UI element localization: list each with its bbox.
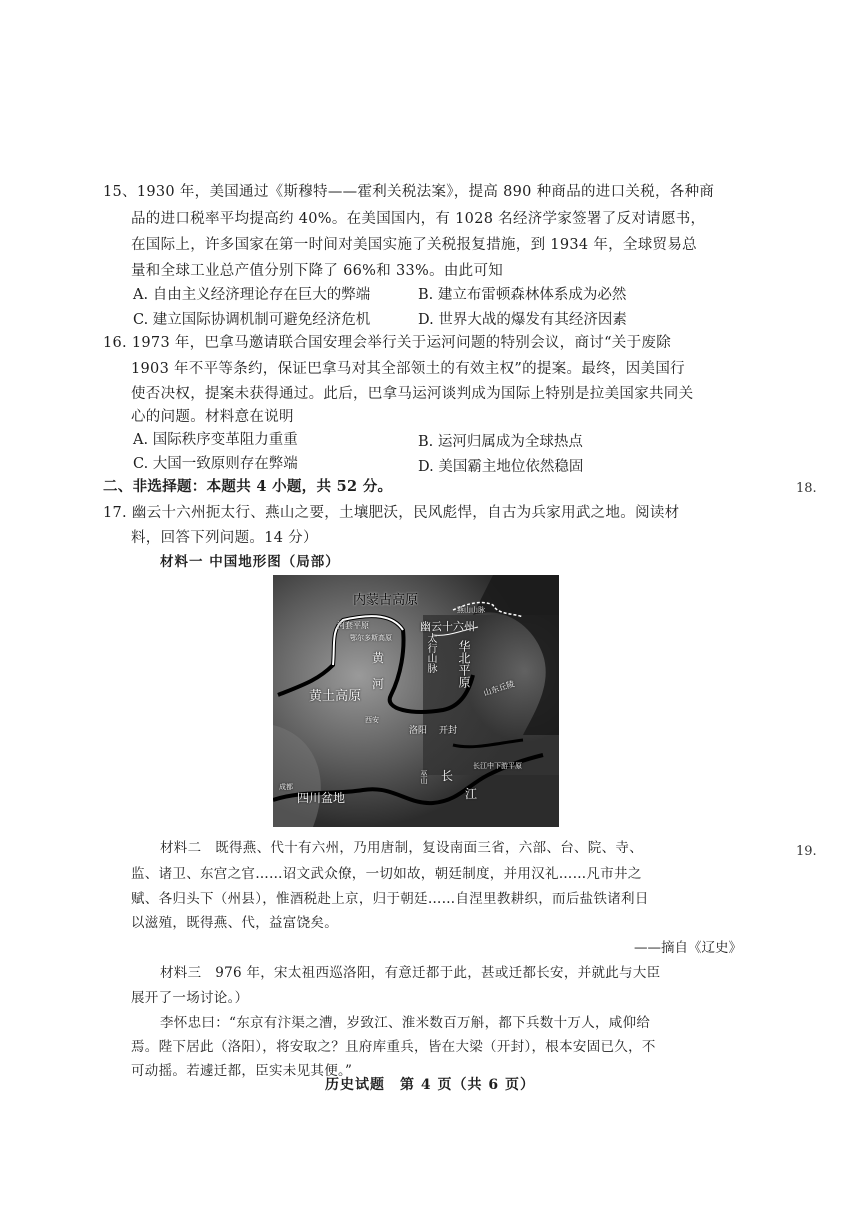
map-label-jiang: 江 [465, 787, 478, 801]
map-label-luoyang: 洛阳 [409, 726, 428, 736]
margin-number-18: 18. [796, 481, 817, 496]
q16-line-3: 使否决权，提案未获得通过。此后，巴拿马运河谈判成为国际上特别是拉美国家共同关 [131, 386, 694, 402]
map-label-sichuan: 四川盆地 [297, 791, 346, 805]
q16-line-2: 1903 年不平等条约，保证巴拿马对其全部领土的有效主权”的提案。最终，因美国行 [131, 361, 685, 377]
map-label-shandong: 山东丘陵 [482, 679, 516, 698]
map-label-kaifeng: 开封 [439, 726, 458, 736]
map-label-huangtu: 黄土高原 [309, 689, 362, 704]
material2-line-1: 材料二 既得燕、代十有六州，乃用唐制，复设南面三省，六部、台、院、寺、 [160, 840, 643, 856]
q17-line-1: 17. 幽云十六州扼太行、燕山之要，土壤肥沃，民风彪悍，自古为兵家用武之地。阅读材 [103, 505, 680, 521]
map-label-chengdu: 成都 [279, 783, 293, 791]
map-label-xian: 西安 [365, 716, 379, 724]
q15-option-c: C. 建立国际协调机制可避免经济危机 [133, 312, 371, 328]
map-label-neimenggu: 内蒙古高原 [353, 593, 419, 608]
material1-caption: 材料一 中国地形图（局部） [160, 554, 340, 570]
page-footer: 历史试题 第 4 页（共 6 页） [325, 1077, 535, 1093]
q16-line-4: 心的问题。材料意在说明 [131, 409, 294, 425]
margin-number-19: 19. [796, 844, 817, 859]
map-label-chang: 长 [441, 769, 454, 783]
q16-option-c: C. 大国一致原则存在弊端 [133, 456, 298, 472]
map-label-changjiang-plain: 长江中下游平原 [473, 762, 522, 770]
material2-line-2: 监、诸卫、东宫之官……诏文武众僚，一切如故，朝廷制度，并用汉礼……凡市井之 [131, 866, 642, 882]
q15-line-1: 15、1930 年，美国通过《斯穆特——霍利关税法案》，提高 890 种商品的进口关税，各种商 [103, 184, 715, 200]
map-label-yanshan: 燕山山脉 [457, 606, 485, 614]
q15-line-3: 在国际上，许多国家在第一时间对美国实施了关税报复措施，到 1934 年，全球贸易总 [131, 237, 697, 253]
q16-option-a: A. 国际秩序变革阻力重重 [133, 432, 298, 448]
map-label-yunnan: 巫山 [420, 770, 428, 784]
map-label-huabei: 华北平原 [457, 640, 471, 688]
map-label-huang: 黄 [372, 651, 385, 665]
material2-source: ——摘自《辽史》 [634, 940, 742, 956]
material2-line-4: 以滋殖，既得燕、代，益富饶矣。 [131, 915, 338, 931]
q15-option-a: A. 自由主义经济理论存在巨大的弊端 [133, 287, 371, 303]
material3-line-4: 焉。陛下居此（洛阳），将安取之？且府库重兵，皆在大梁（开封），根本安固已久，不 [131, 1039, 656, 1055]
material3-line-3: 李怀忠曰：“东京有汴渠之漕，岁致江、淮米数百万斛，都下兵数十万人，咸仰给 [160, 1015, 651, 1031]
material3-line-2: 展开了一场讨论。） [131, 990, 249, 1006]
map-label-eerduosi: 鄂尔多斯高原 [350, 634, 392, 642]
section-heading: 二、非选择题：本题共 4 小题，共 52 分。 [103, 478, 393, 495]
q16-option-b: B. 运河归属成为全球热点 [418, 434, 583, 450]
material3-line-5: 可动摇。若遽迁都，臣实未见其便。” [131, 1063, 353, 1079]
material3-line-1: 材料三 976 年，宋太祖西巡洛阳，有意迁都于此，甚或迁都长安，并就此与大臣 [160, 965, 661, 981]
map-label-hetao: 河套平原 [337, 621, 369, 630]
map-label-he: 河 [372, 677, 385, 691]
q16-option-d: D. 美国霸主地位依然稳固 [418, 459, 584, 475]
terrain-map [273, 575, 559, 827]
q16-line-1: 16. 1973 年，巴拿马邀请联合国安理会举行关于运河问题的特别会议，商讨“关于废除 [103, 335, 671, 351]
q15-line-4: 量和全球工业总产值分别下降了 66%和 33%。由此可知 [131, 263, 504, 279]
q15-line-2: 品的进口税率平均提高约 40%。在美国国内，有 1028 名经济学家签署了反对请愿书， [131, 211, 706, 227]
q17-line-2: 料，回答下列问题。14 分） [131, 530, 318, 546]
q15-option-b: B. 建立布雷顿森林体系成为必然 [418, 287, 627, 303]
material2-line-3: 赋、各归头下（州县），惟酒税赴上京，归于朝廷……自涅里教耕织，而后盐铁诸利日 [131, 891, 649, 907]
map-label-taihang: 太行山脉 [425, 633, 436, 673]
q15-option-d: D. 世界大战的爆发有其经济因素 [418, 312, 627, 328]
map-label-youyun: 幽云十六州 [420, 620, 475, 633]
